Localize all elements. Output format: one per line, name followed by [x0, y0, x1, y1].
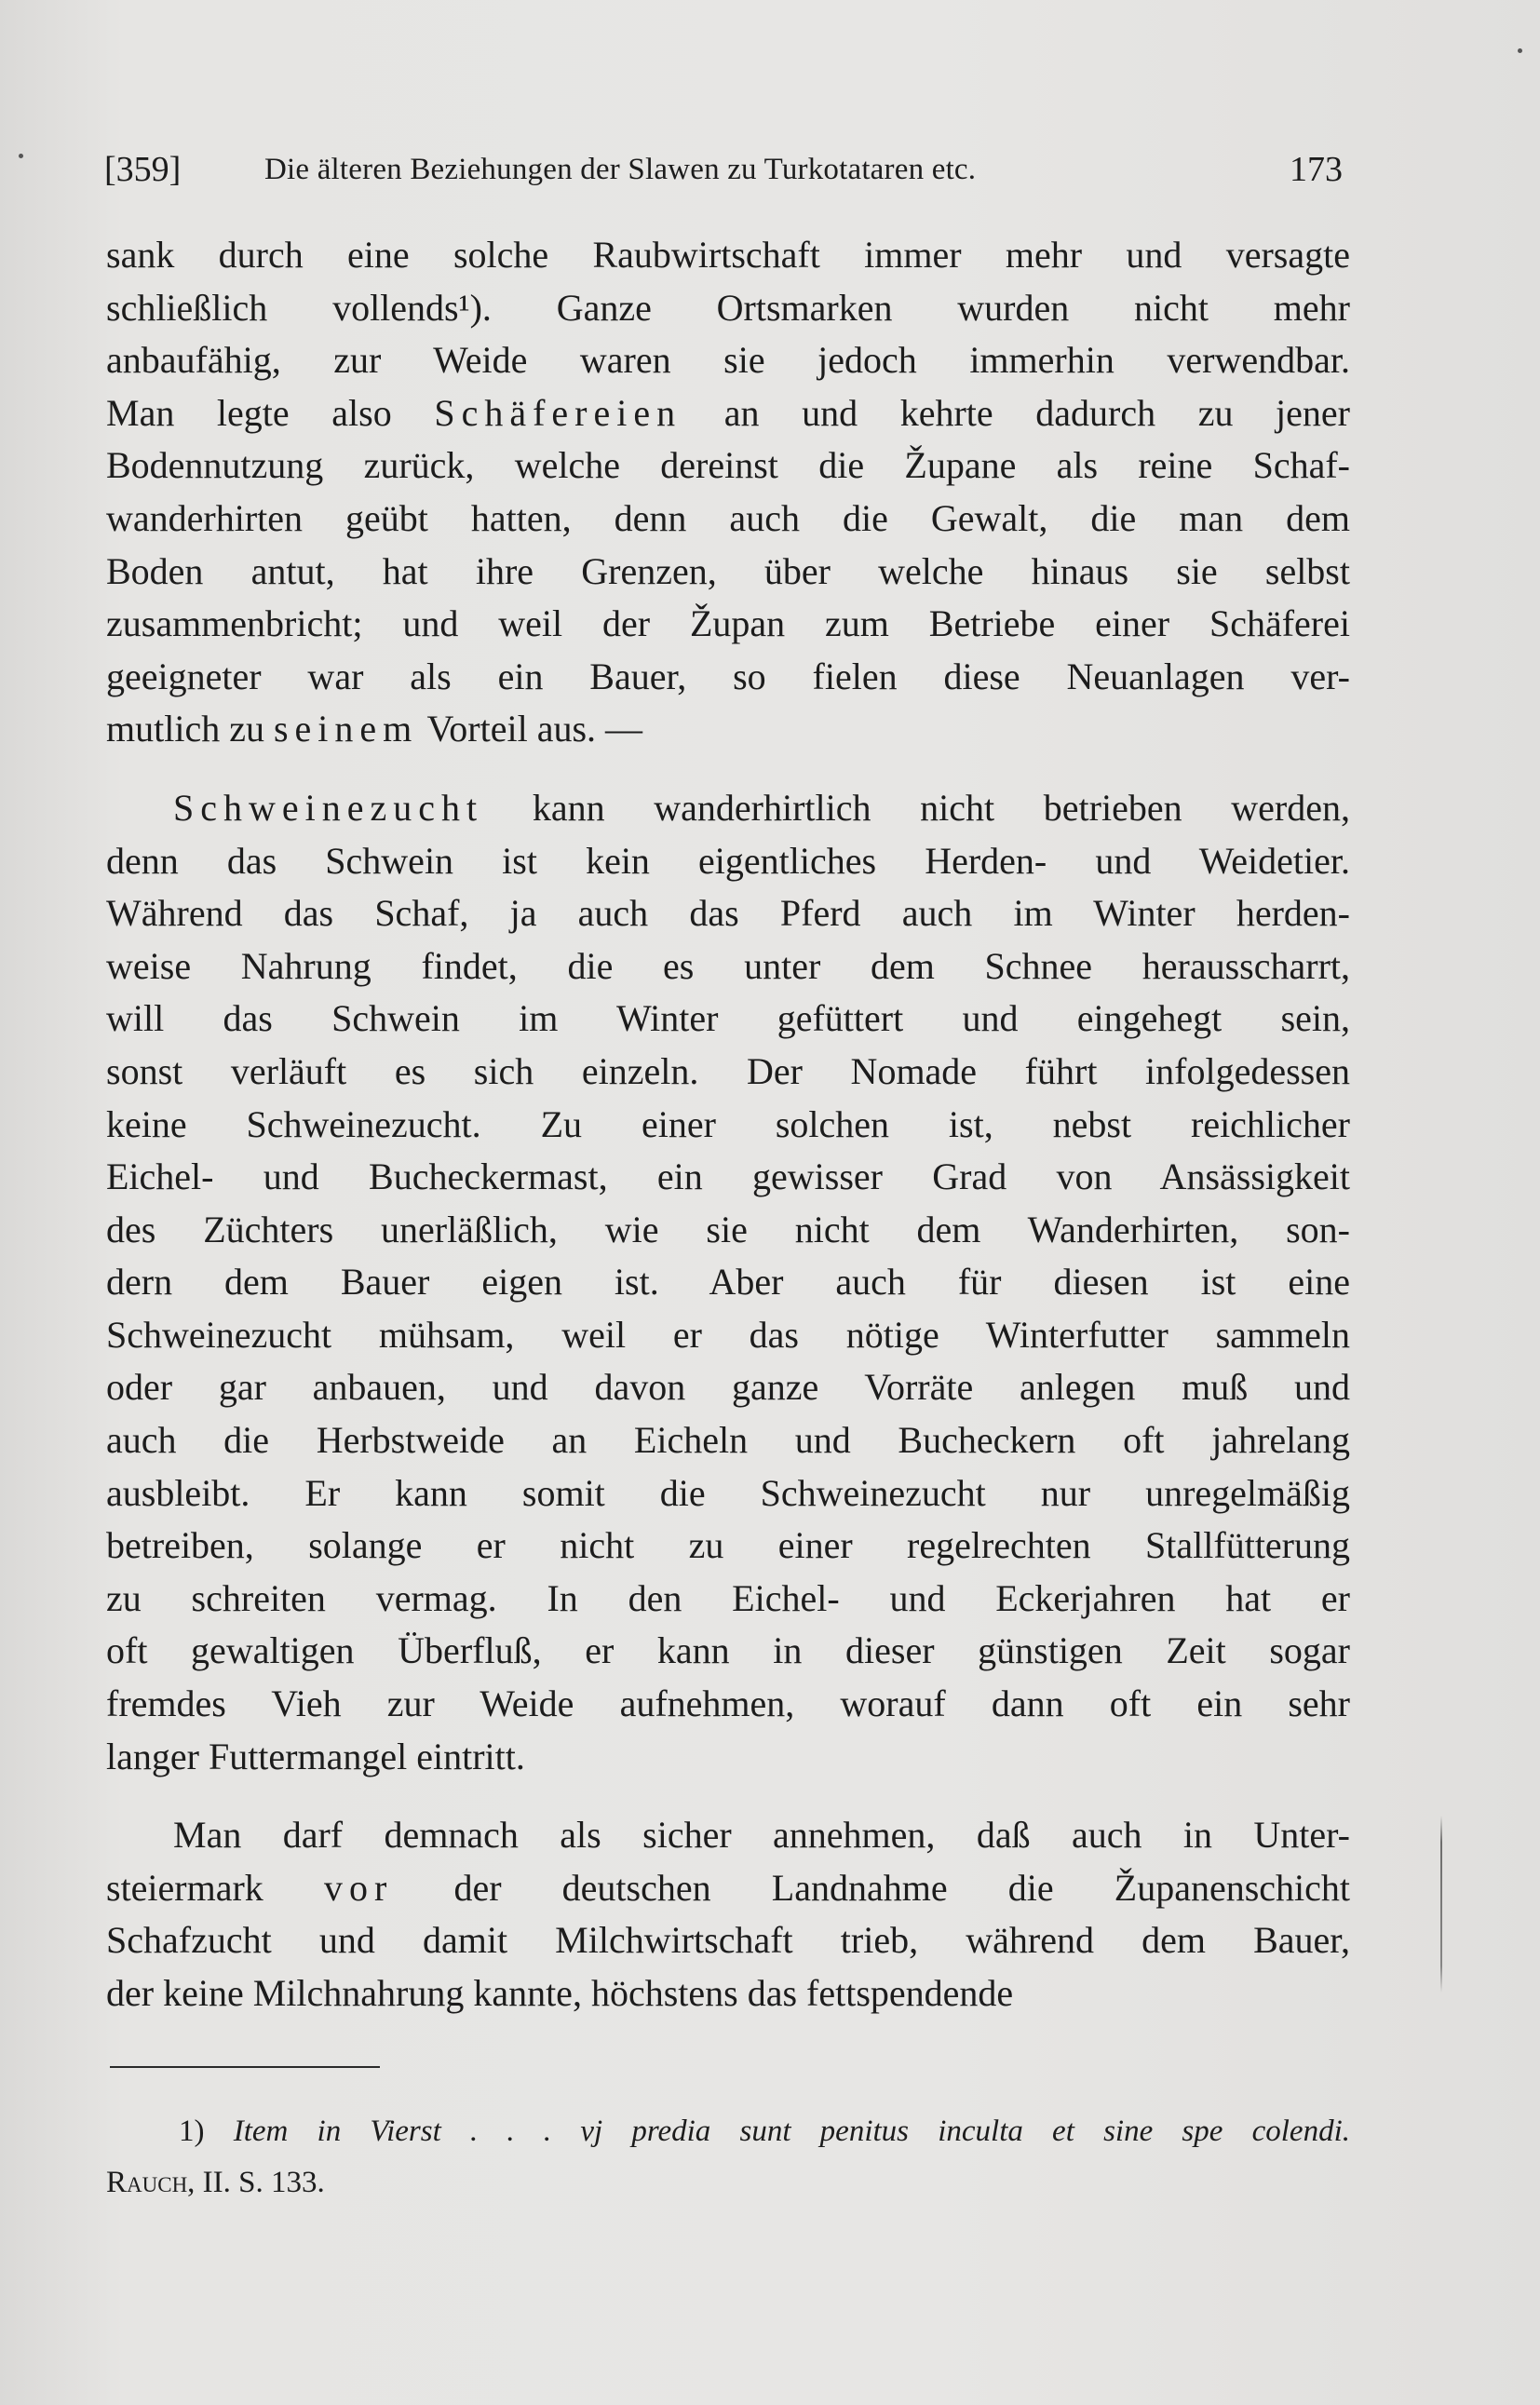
- footnote-line-1: [106, 2106, 1350, 2157]
- text-line: ausbleibt. Er kann somit die Schweinezucht nur unregelmäßig: [106, 1471, 1350, 1514]
- text-line: Man darf demnach als sicher annehmen, daß auch in Unter-: [173, 1814, 1350, 1857]
- paragraph-gap: [106, 756, 1350, 782]
- text-line: sonst verläuft es sich einzeln. Der Nomade führt infolgedessen: [106, 1049, 1350, 1092]
- text-line: zusammenbricht; und weil der Župan zum Betriebe einer Schäferei: [106, 602, 1350, 645]
- text-segment: kann wanderhirtlich nicht betrieben werden,: [483, 786, 1350, 829]
- margin-speck: [1518, 48, 1522, 53]
- margin-speck: [19, 154, 23, 158]
- page-header: [104, 140, 1343, 196]
- spaced-emphasis: seinem: [273, 708, 419, 750]
- text-line: anbaufähig, zur Weide waren sie jedoch immerhin verwendbar.: [106, 339, 1350, 382]
- text-line: oft gewaltigen Überfluß, er kann in dieser günstigen Zeit sogar: [106, 1629, 1350, 1672]
- footnote-separator: [110, 2066, 380, 2068]
- text-line: schließlich vollends¹). Ganze Ortsmarken wurden nicht mehr: [106, 286, 1350, 329]
- text-line: Bodennutzung zurück, welche dereinst die Župane als reine Schaf-: [106, 444, 1350, 487]
- running-title: Die älteren Beziehungen der Slawen zu Turkotataren etc.: [264, 153, 977, 186]
- spaced-emphasis: vor: [323, 1866, 394, 1909]
- text-line: wanderhirten geübt hatten, denn auch die Gewalt, die man dem: [106, 496, 1350, 539]
- text-line: Schafzucht und damit Milchwirtschaft trieb, während dem Bauer,: [106, 1919, 1350, 1962]
- text-line: oder gar anbauen, und davon ganze Vorräte anlegen muß und: [106, 1366, 1350, 1409]
- text-segment: steiermark: [106, 1866, 324, 1909]
- footnote: [106, 2106, 1350, 2209]
- text-line: des Züchters unerläßlich, wie sie nicht dem Wanderhirten, son-: [106, 1208, 1350, 1250]
- text-line: der keine Milchnahrung kannte, höchstens das fettspendende: [106, 1972, 1014, 2014]
- spaced-emphasis: Schäfereien: [434, 391, 682, 434]
- text-line: Während das Schaf, ja auch das Pferd auch im Winter herden-: [106, 892, 1350, 935]
- margin-pencil-mark: [1440, 1816, 1442, 1993]
- page-number: 173: [1290, 150, 1343, 189]
- text-line: [106, 782, 1350, 835]
- text-line: Eichel- und Bucheckermast, ein gewisser Grad von Ansässigkeit: [106, 1155, 1350, 1198]
- text-segment: Vorteil aus. —: [418, 708, 643, 750]
- footnote-reference: Rauch, II. S. 133.: [106, 2166, 325, 2199]
- spaced-emphasis: Schweinezucht: [173, 786, 484, 829]
- text-segment: der deutschen Landnahme die Županenschicht: [393, 1866, 1350, 1909]
- text-line: zu schreiten vermag. In den Eichel- und Eckerjahren hat er: [106, 1576, 1350, 1619]
- text-line: Boden antut, hat ihre Grenzen, über welche hinaus sie selbst: [106, 549, 1350, 592]
- text-line: langer Futtermangel eintritt.: [106, 1735, 525, 1777]
- text-line: dern dem Bauer eigen ist. Aber auch für diesen ist eine: [106, 1261, 1350, 1304]
- original-page-reference: [359]: [104, 150, 182, 189]
- footnote-marker: 1): [179, 2115, 205, 2148]
- text-segment: Man legte also: [106, 391, 435, 434]
- text-line: sank durch eine solche Raubwirtschaft immer mehr und versagte: [106, 234, 1350, 276]
- footnote-quote: Item in Vierst . . . vj predia sunt penitus inculta et sine spe colendi.: [233, 2115, 1351, 2148]
- text-segment: mutlich zu: [106, 708, 274, 750]
- text-line: denn das Schwein ist kein eigentliches Herden- und Weidetier.: [106, 839, 1350, 882]
- text-line: [106, 387, 1350, 440]
- text-line: fremdes Vieh zur Weide aufnehmen, worauf dann oft ein sehr: [106, 1682, 1350, 1725]
- text-line: will das Schwein im Winter gefüttert und eingehegt sein,: [106, 997, 1350, 1040]
- text-line: Schweinezucht mühsam, weil er das nötige Winterfutter sammeln: [106, 1313, 1350, 1356]
- text-line: keine Schweinezucht. Zu einer solchen ist, nebst reichlicher: [106, 1102, 1350, 1145]
- text-segment: an und kehrte dadurch zu jener: [682, 391, 1350, 434]
- text-line: auch die Herbstweide an Eicheln und Bucheckern oft jahrelang: [106, 1419, 1350, 1462]
- main-text: [106, 229, 1350, 2020]
- text-line: betreiben, solange er nicht zu einer regelrechten Stallfütterung: [106, 1524, 1350, 1567]
- text-line: geeigneter war als ein Bauer, so fielen diese Neuanlagen ver-: [106, 655, 1350, 697]
- text-line: weise Nahrung findet, die es unter dem Schnee herausscharrt,: [106, 944, 1350, 987]
- text-line: [106, 1862, 1350, 1915]
- paragraph-gap: [106, 1783, 1350, 1809]
- text-line: [106, 703, 1350, 756]
